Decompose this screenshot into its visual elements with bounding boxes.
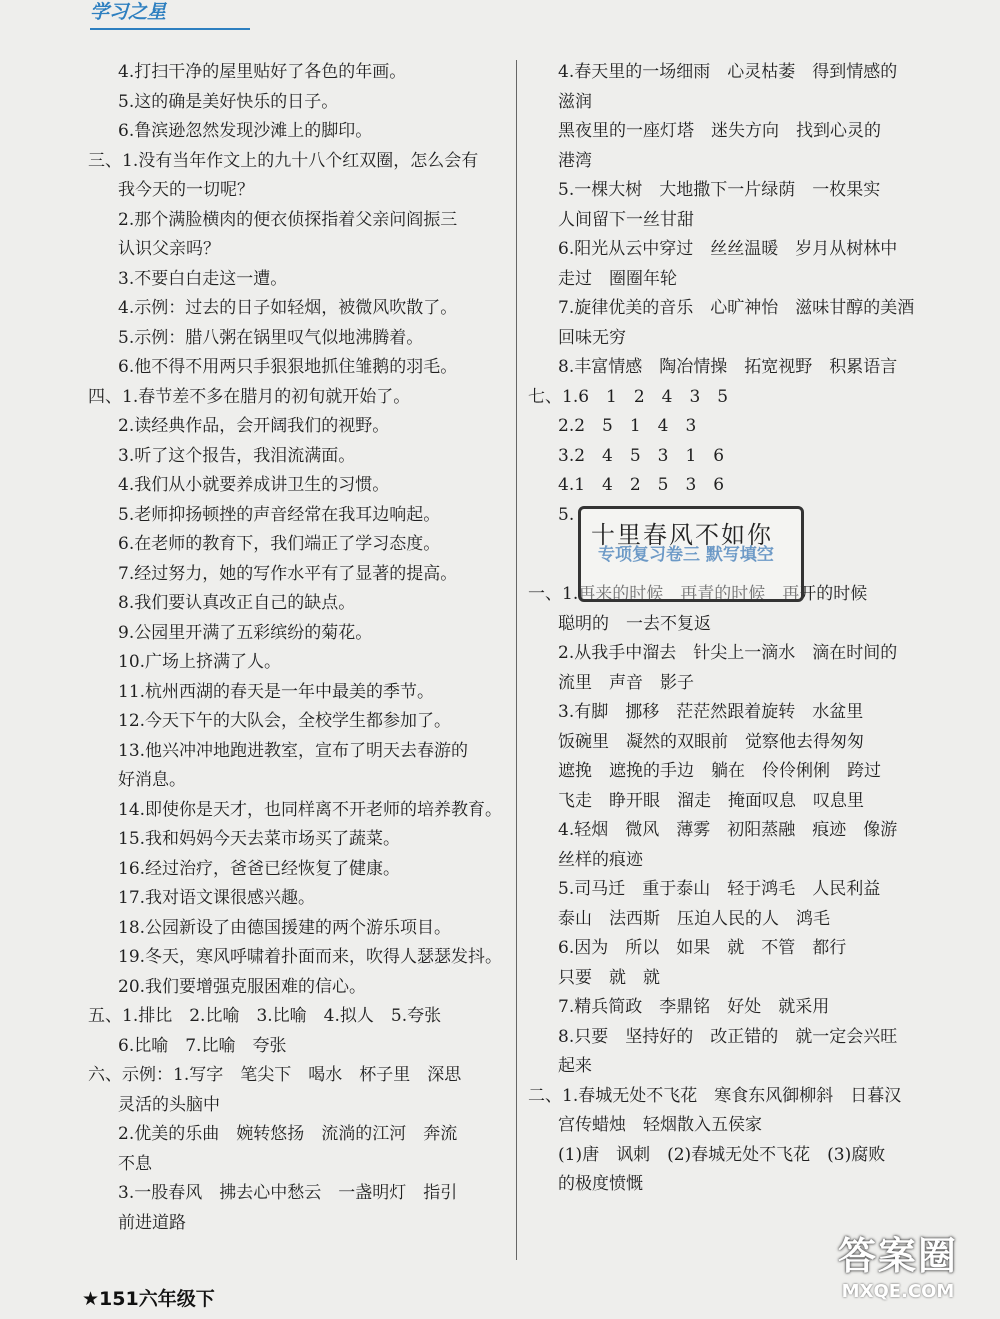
text-line: 6.他不得不用两只手狠狠地抓住雏鹅的羽毛。 <box>118 357 458 377</box>
text-line: 3.一股春风 拂去心中愁云 一盏明灯 指引 <box>118 1183 458 1203</box>
text-line: 5.一棵大树 大地撒下一片绿荫 一枚果实 <box>558 180 881 200</box>
text-line: 11.杭州西湖的春天是一年中最美的季节。 <box>118 681 435 702</box>
text-line: 4.我们从小就要养成讲卫生的习惯。 <box>118 475 390 495</box>
text-line: 的极度愤慨 <box>558 1174 643 1194</box>
text-line: 6.在老师的教育下，我们端正了学习态度。 <box>118 534 441 554</box>
text-line: 2.那个满脸横肉的便衣侦探指着父亲问阎振三 <box>118 209 458 230</box>
text-line: 5.示例：腊八粥在锅里叹气似地沸腾着。 <box>118 327 424 348</box>
text-line: 20.我们要增强克服困难的信心。 <box>118 976 367 997</box>
text-line: 3.2 4 5 3 1 6 <box>558 445 725 466</box>
text-line: 港湾 <box>558 150 592 171</box>
text-line: 聪明的 一去不复返 <box>558 613 711 634</box>
text-line: 只要 就 就 <box>558 967 660 988</box>
text-line: 遮挽 遮挽的手边 躺在 伶伶俐俐 跨过 <box>558 761 881 781</box>
text-line: (1)唐 讽刺 (2)春城无处不飞花 (3)腐败 <box>558 1144 886 1165</box>
text-line: 10.广场上挤满了人。 <box>118 652 282 672</box>
stamp-text: 十里春风不如你 <box>591 521 773 549</box>
text-line: 3.听了这个报告，我泪流满面。 <box>118 445 356 466</box>
text-line: 前进道路 <box>118 1212 186 1233</box>
page-number: 151 <box>99 1288 139 1310</box>
text-line: 二、1.春城无处不飞花 寒食东风御柳斜 日暮汉 <box>528 1085 902 1106</box>
text-line: 12.今天下午的大队会，全校学生都参加了。 <box>118 711 452 731</box>
text-line: 4.打扫干净的屋里贴好了各色的年画。 <box>118 62 407 82</box>
text-line: 14.即使你是天才，也同样离不开老师的培养教育。 <box>118 799 503 820</box>
text-line: 2.2 5 1 4 3 <box>558 416 697 436</box>
text-line: 16.经过治疗，爸爸已经恢复了健康。 <box>118 858 401 879</box>
series-header: 学习之星 <box>90 0 250 30</box>
stamp <box>578 506 804 602</box>
right-column-bottom <box>528 580 948 1200</box>
text-line: 17.我对语文课很感兴趣。 <box>118 888 316 908</box>
text-line: 7.旋律优美的音乐 心旷神怡 滋味甘醇的美酒 <box>558 298 915 318</box>
text-line: 3.不要白白走这一遭。 <box>118 268 288 289</box>
text-line: 3.有脚 挪移 茫茫然跟着旋转 水盆里 <box>558 702 864 722</box>
text-line: 8.丰富情感 陶冶情操 拓宽视野 积累语言 <box>558 357 898 377</box>
text-line: 4.1 4 2 5 3 6 <box>558 475 725 495</box>
section-title: 专项复习卷三 默写填空 <box>598 545 774 565</box>
text-line: 滋润 <box>558 91 592 112</box>
text-line: 7.经过努力，她的写作水平有了显著的提高。 <box>118 563 458 584</box>
text-line: 起来 <box>558 1056 592 1076</box>
text-line: 5.老师抑扬顿挫的声音经常在我耳边响起。 <box>118 504 441 525</box>
text-line: 回味无穷 <box>558 327 626 348</box>
text-line: 走过 圈圈年轮 <box>558 268 677 289</box>
page-footer <box>82 1284 215 1311</box>
text-line: 宫传蜡烛 轻烟散入五侯家 <box>558 1115 762 1135</box>
text-line: 5. <box>558 504 575 525</box>
text-line: 一、1.再来的时候 再青的时候 再开的时候 <box>528 584 868 604</box>
text-line: 认识父亲吗？ <box>118 239 220 259</box>
text-line: 2.读经典作品，会开阔我们的视野。 <box>118 416 390 436</box>
text-line: 泰山 法西斯 压迫人民的人 鸿毛 <box>558 908 830 929</box>
text-line: 13.他兴冲冲地跑进教室，宣布了明天去春游的 <box>118 740 469 761</box>
text-line: 6.比喻 7.比喻 夸张 <box>118 1035 287 1056</box>
text-line: 5.这的确是美好快乐的日子。 <box>118 91 339 112</box>
text-line: 饭碗里 凝然的双眼前 觉察他去得匆匆 <box>558 731 864 752</box>
text-line: 七、1.6 1 2 4 3 5 <box>528 386 729 407</box>
text-line: 人间留下一丝甘甜 <box>558 209 694 230</box>
watermark-url: MXQE.COM <box>841 1281 955 1302</box>
watermark-text: 答案圈 <box>837 1234 958 1278</box>
text-line: 2.从我手中溜去 针尖上一滴水 滴在时间的 <box>558 643 898 663</box>
text-line: 18.公园新设了由德国援建的两个游乐项目。 <box>118 917 452 938</box>
text-line: 8.我们要认真改正自己的缺点。 <box>118 593 356 613</box>
text-line: 8.只要 坚持好的 改正错的 就一定会兴旺 <box>558 1026 898 1047</box>
text-line: 五、1.排比 2.比喻 3.比喻 4.拟人 5.夸张 <box>88 1006 442 1026</box>
watermark-logo <box>818 1232 978 1312</box>
text-line: 黑夜里的一座灯塔 迷失方向 找到心灵的 <box>558 121 881 141</box>
text-line: 六、示例：1.写字 笔尖下 喝水 杯子里 深思 <box>88 1065 462 1085</box>
grade-label: 六年级下 <box>138 1288 215 1310</box>
left-column <box>88 58 508 1238</box>
text-line: 4.春天里的一场细雨 心灵枯萎 得到情感的 <box>558 62 898 82</box>
text-line: 好消息。 <box>118 770 186 790</box>
text-line: 6.因为 所以 如果 就 不管 都行 <box>558 938 847 958</box>
text-line: 灵活的头脑中 <box>118 1094 220 1115</box>
right-column <box>528 58 948 1200</box>
text-line: 三、1.没有当年作文上的九十八个红双圈，怎么会有 <box>88 150 479 171</box>
text-line: 15.我和妈妈今天去菜市场买了蔬菜。 <box>118 829 401 849</box>
text-line: 丝样的痕迹 <box>558 849 643 870</box>
text-line: 2.优美的乐曲 婉转悠扬 流淌的江河 奔流 <box>118 1124 458 1144</box>
text-line: 9.公园里开满了五彩缤纷的菊花。 <box>118 622 373 643</box>
text-line: 5.司马迁 重于泰山 轻于鸿毛 人民利益 <box>558 879 881 899</box>
text-line: 6.阳光从云中穿过 丝丝温暖 岁月从树林中 <box>558 239 898 259</box>
text-line: 7.精兵简政 李鼎铭 好处 就采用 <box>558 997 830 1017</box>
text-line: 四、1.春节差不多在腊月的初旬就开始了。 <box>88 386 411 407</box>
right-column-top <box>528 58 948 530</box>
text-line: 4.示例：过去的日子如轻烟，被微风吹散了。 <box>118 298 458 318</box>
star-icon: ★ <box>82 1288 100 1310</box>
text-line: 飞走 睁开眼 溜走 掩面叹息 叹息里 <box>558 790 864 811</box>
column-divider <box>516 60 517 1260</box>
text-line: 流里 声音 影子 <box>558 672 694 693</box>
text-line: 19.冬天，寒风呼啸着扑面而来，吹得人瑟瑟发抖。 <box>118 947 503 967</box>
text-line: 不息 <box>118 1153 152 1174</box>
text-line: 6.鲁滨逊忽然发现沙滩上的脚印。 <box>118 121 373 141</box>
text-line: 4.轻烟 微风 薄雾 初阳蒸融 痕迹 像游 <box>558 820 898 840</box>
text-line: 我今天的一切呢？ <box>118 180 254 200</box>
